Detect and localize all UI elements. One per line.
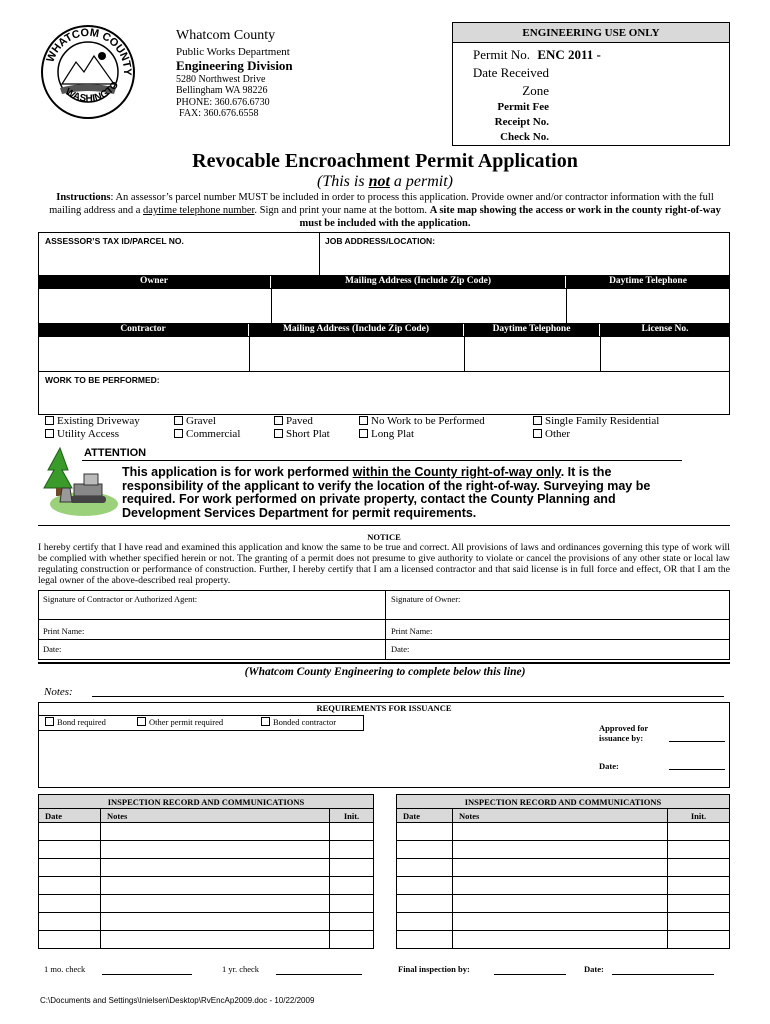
page-subtitle: (This is not a permit) (316, 173, 454, 190)
inspection-table-right (396, 794, 730, 949)
inspection-title-left: INSPECTION RECORD AND COMMUNICATIONS (38, 794, 374, 808)
table-row[interactable] (397, 841, 730, 859)
contractor-phone-input[interactable] (466, 339, 598, 369)
approved-line[interactable] (669, 741, 725, 742)
owner-mailing-input[interactable] (273, 291, 563, 321)
owner-row (38, 288, 730, 324)
notes-col-header: Notes (453, 809, 668, 823)
svg-text:WHATCOM COUNTY: WHATCOM COUNTY (44, 26, 134, 76)
final-date-label: Date: (584, 964, 604, 974)
option-commercial[interactable]: Commercial (174, 428, 240, 440)
notice-section (38, 528, 730, 586)
file-path-footer: C:\Documents and Settings\Inielsen\Desktop\RvEncAp2009.doc - 10/22/2009 (40, 996, 315, 1005)
permit-fee-label: Permit Fee (497, 101, 549, 113)
date-col-header: Date (397, 809, 453, 823)
init-col-header: Init. (668, 809, 730, 823)
signature-section (38, 590, 730, 660)
owner-signature-label: Signature of Owner: (391, 594, 461, 604)
phone-line: PHONE: 360.676.6730 (176, 96, 270, 108)
engineering-use-title: ENGINEERING USE ONLY (453, 23, 729, 43)
checkbox-icon[interactable] (274, 429, 283, 438)
parcel-label: ASSESSOR’S TAX ID/PARCEL NO. (45, 236, 184, 246)
table-row[interactable] (39, 913, 374, 931)
contractor-row (38, 336, 730, 372)
table-row[interactable] (397, 859, 730, 877)
instructions: Instructions: An assessor’s parcel number MUST be included in order to process this application. Provide owner and/or contractor information with the full mailing address and a daytime telephone number. Sign and print your name at the bottom. A site map showing the access or work in the county right-of-way must be included with the application. (49, 192, 721, 229)
owner-phone-col-header: Daytime Telephone (566, 275, 730, 288)
notice-text: I hereby certify that I have read and examined this application and know the same to be true and correct. All provisions of laws and ordinances governing this type of work will be complied with whether specified herein or not. The granting of a permit does not presume to give authority to violate or cancel the provisions of any other state or local law regulating construction or performance of construction. Further, I hereby certify that I am a licensed contractor and that said license is in full force and effect, OR that I am the legal owner of the above-described real property. (38, 542, 730, 586)
checkbox-icon[interactable] (45, 429, 54, 438)
checkbox-icon[interactable] (533, 429, 542, 438)
attention-title: ATTENTION (84, 447, 147, 459)
table-row[interactable] (39, 823, 374, 841)
option-gravel[interactable]: Gravel (174, 415, 216, 427)
table-row[interactable] (39, 877, 374, 895)
owner-phone-input[interactable] (568, 291, 726, 321)
checkbox-icon[interactable] (45, 416, 54, 425)
table-row[interactable] (397, 877, 730, 895)
checkbox-icon[interactable] (359, 429, 368, 438)
option-short-plat[interactable]: Short Plat (274, 428, 330, 440)
license-input[interactable] (602, 339, 727, 369)
owner-mail-col-header: Mailing Address (Include Zip Code) (271, 275, 565, 288)
owner-col-header: Owner (38, 275, 270, 288)
page-title: Revocable Encroachment Permit Application (192, 150, 578, 172)
check-no-label: Check No. (500, 131, 549, 143)
job-address-input[interactable] (323, 249, 727, 273)
receipt-no-label: Receipt No. (494, 116, 549, 128)
fax-line: FAX: 360.676.6558 (179, 108, 259, 120)
contractor-name-input[interactable] (41, 339, 247, 369)
checkbox-icon[interactable] (274, 416, 283, 425)
bond-required-option[interactable]: Bond required (45, 717, 106, 727)
option-other[interactable]: Other (533, 428, 570, 440)
contractor-signature-label: Signature of Contractor or Authorized Agent: (43, 594, 198, 604)
one-year-check-line[interactable] (276, 974, 362, 975)
parcel-input[interactable] (43, 249, 315, 273)
table-row[interactable] (397, 895, 730, 913)
requirements-section (38, 702, 730, 788)
final-inspection-line[interactable] (494, 974, 566, 975)
notes-line[interactable] (92, 696, 724, 697)
engineering-use-box (452, 22, 730, 146)
checkbox-icon[interactable] (174, 416, 183, 425)
date-label-2: Date: (391, 644, 410, 654)
work-label: WORK TO BE PERFORMED: (45, 375, 160, 385)
attention-rule (82, 460, 682, 461)
init-col-header: Init. (330, 809, 374, 823)
address-line-1: 5280 Northwest Drive (176, 73, 266, 85)
checkbox-icon[interactable] (359, 416, 368, 425)
county-header (176, 28, 293, 120)
option-utility-access[interactable]: Utility Access (45, 428, 119, 440)
contractor-header-bar (38, 323, 730, 336)
checkbox-icon[interactable] (261, 717, 270, 726)
option-existing-driveway[interactable]: Existing Driveway (45, 415, 140, 427)
final-date-line[interactable] (612, 974, 714, 975)
one-month-check-label: 1 mo. check (44, 964, 86, 974)
permit-no-value[interactable]: ENC 2011 - (537, 47, 601, 62)
approved-label: Approved for issuance by: (599, 723, 649, 744)
date-label-1: Date: (43, 644, 62, 654)
contractor-mail-col-header: Mailing Address (Include Zip Code) (249, 323, 463, 336)
checkbox-icon[interactable] (174, 429, 183, 438)
license-col-header: License No. (600, 323, 730, 336)
county-name: Whatcom County (176, 28, 276, 43)
table-row[interactable] (39, 895, 374, 913)
approved-date-line[interactable] (669, 769, 725, 770)
address-line-2: Bellingham WA 98226 (176, 85, 268, 97)
table-row[interactable] (39, 859, 374, 877)
permit-no-row (473, 47, 601, 63)
table-row[interactable] (397, 931, 730, 949)
table-row[interactable] (39, 931, 374, 949)
approved-date-label: Date: (599, 761, 619, 771)
permit-no-label: Permit No. (473, 47, 531, 62)
division-name: Engineering Division (176, 57, 293, 73)
work-section (38, 371, 730, 415)
contractor-phone-col-header: Daytime Telephone (464, 323, 599, 336)
date-received-label: Date Received (472, 65, 549, 80)
table-row[interactable] (39, 841, 374, 859)
zone-label: Zone (522, 83, 549, 98)
checkbox-icon[interactable] (137, 717, 146, 726)
work-input[interactable] (43, 388, 727, 412)
department-name: Public Works Department (176, 46, 290, 59)
date-col-header: Date (39, 809, 101, 823)
parcel-section (38, 232, 730, 276)
owner-header-bar (38, 275, 730, 288)
notice-title: NOTICE (367, 532, 401, 542)
job-address-label: JOB ADDRESS/LOCATION: (325, 236, 436, 246)
owner-signature-input[interactable] (479, 593, 725, 617)
contractor-mailing-input[interactable] (251, 339, 461, 369)
notes-col-header: Notes (101, 809, 330, 823)
owner-name-input[interactable] (41, 291, 269, 321)
option-no-work[interactable]: No Work to be Performed (359, 415, 485, 427)
print-name-label-1: Print Name: (43, 626, 85, 636)
one-year-check-label: 1 yr. check (222, 964, 260, 974)
county-seal-logo (38, 22, 138, 122)
option-paved[interactable]: Paved (274, 415, 313, 427)
attention-text: This application is for work performed within the County right-of-way only. It is the responsibility of the applicant to verify the location of the right-of-way. Surveying may be required. For work performed on private property, contact the County Planning and Development Services Department for permit requirements. (122, 465, 651, 520)
contractor-col-header: Contractor (38, 323, 248, 336)
engineering-complete-note: (Whatcom County Engineering to complete below this line) (244, 666, 526, 678)
bonded-contractor-option[interactable]: Bonded contractor (261, 717, 336, 727)
option-single-family[interactable]: Single Family Residential (533, 415, 659, 427)
checkbox-icon[interactable] (45, 717, 54, 726)
inspection-table-left (38, 794, 374, 949)
table-row[interactable] (397, 913, 730, 931)
table-row[interactable] (397, 823, 730, 841)
final-inspection-label: Final inspection by: (398, 964, 470, 974)
print-name-label-2: Print Name: (391, 626, 433, 636)
checkbox-icon[interactable] (533, 416, 542, 425)
other-permit-option[interactable]: Other permit required (137, 717, 223, 727)
svg-text:WASHINGTON: WASHINGTO (62, 79, 122, 105)
one-month-check-line[interactable] (102, 974, 192, 975)
contractor-signature-input[interactable] (159, 593, 381, 617)
notes-label: Notes: (44, 686, 73, 698)
inspection-title-right: INSPECTION RECORD AND COMMUNICATIONS (396, 794, 730, 808)
option-long-plat[interactable]: Long Plat (359, 428, 414, 440)
requirements-title: REQUIREMENTS FOR ISSUANCE (316, 703, 452, 713)
